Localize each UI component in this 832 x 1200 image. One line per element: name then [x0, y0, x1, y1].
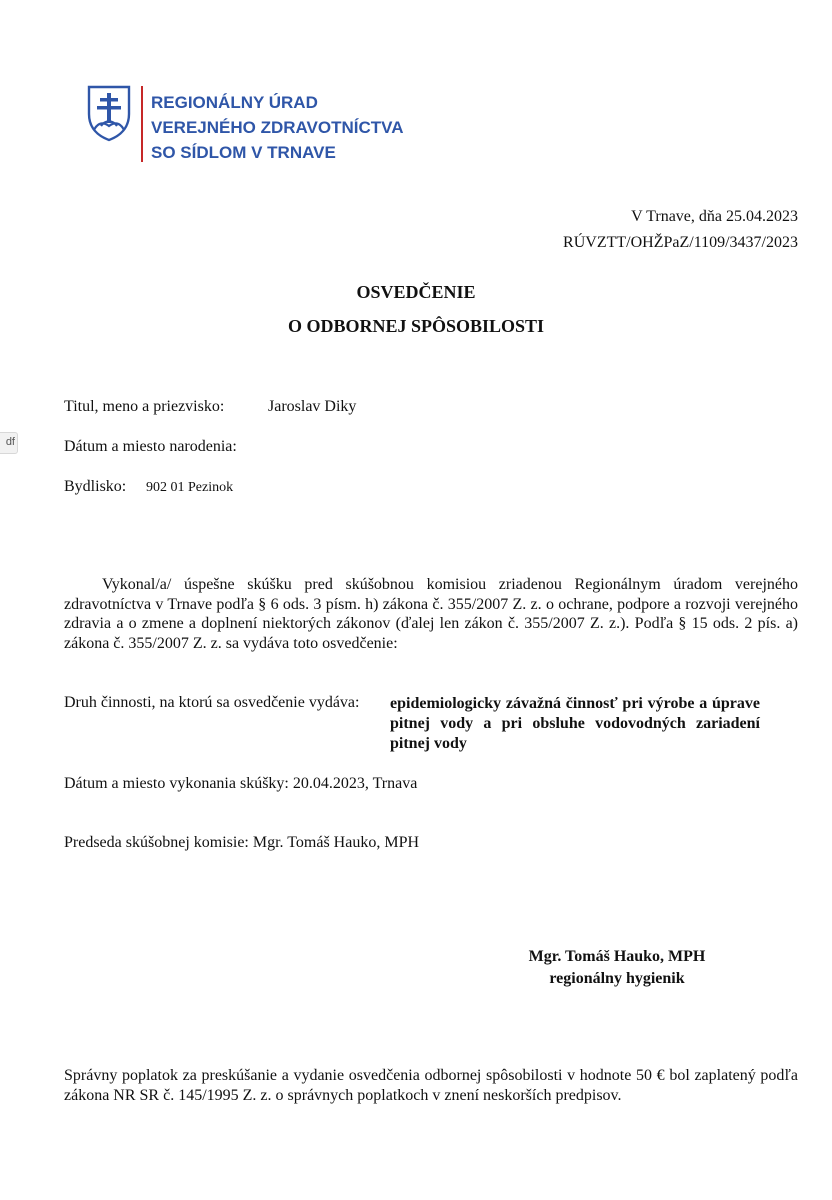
slovak-coat-of-arms-icon [86, 84, 132, 142]
address-label: Bydlisko: [64, 478, 127, 495]
commission-chair: Predseda skúšobnej komisie: Mgr. Tomáš Hauko, MPH [64, 834, 420, 851]
birth-label: Dátum a miesto narodenia: [64, 438, 237, 455]
name-value: Jaroslav Diky [268, 398, 357, 415]
activity-value: epidemiologicky závažná činnosť pri výrobe a úprave pitnej vody a pri obsluhe vodovodných zariadení pitnej vody [390, 695, 760, 752]
edge-tab: df [0, 432, 18, 454]
document-subtitle: O ODBORNEJ SPÔSOBILOSTI [287, 316, 545, 336]
header-divider [141, 86, 143, 162]
body-paragraph: Vykonal/a/ úspešne skúšku pred skúšobnou komisiou zriadenou Regionálnym úradom verejného zdravotníctva v Trnave podľa § 6 ods. 3 písm. h) zákona č. 355/2007 Z. z. o ochrane, podpore a rozvoji verejného zdravia a o zmene a doplnení niektorých zákonov (ďalej len zákon č. 355/2007 Z. z.). Podľa § 15 ods. 2 pís. a) zákona č. 355/2007 Z. z. sa vydáva toto osvedčenie: [64, 576, 798, 652]
address-value: 902 01 Pezinok [146, 480, 234, 495]
office-line-3: SO SÍDLOM V TRNAVE [151, 143, 336, 162]
exam-info: Dátum a miesto vykonania skúšky: 20.04.2023, Trnava [64, 775, 418, 792]
office-name [151, 90, 404, 165]
signature-block [500, 946, 734, 990]
signatory-name: Mgr. Tomáš Hauko, MPH [528, 948, 706, 965]
office-line-1: REGIONÁLNY ÚRAD [151, 93, 318, 112]
name-label: Titul, meno a priezvisko: [64, 398, 225, 415]
document-title: OSVEDČENIE [356, 282, 476, 302]
activity-label: Druh činnosti, na ktorú sa osvedčenie vydáva: [64, 694, 360, 711]
dateline [563, 204, 798, 256]
signatory-role: regionálny hygienik [549, 970, 685, 987]
reference-number: RÚVZTT/OHŽPaZ/1109/3437/2023 [563, 234, 798, 251]
fee-note: Správny poplatok za preskúšanie a vydanie osvedčenia odbornej spôsobilosti v hodnote 50 € bol zaplatený podľa zákona NR SR č. 145/1995 Z. z. o správnych poplatkoch v znení neskorších predpisov. [64, 1067, 798, 1104]
place-date: V Trnave, dňa 25.04.2023 [631, 208, 798, 225]
office-line-2: VEREJNÉHO ZDRAVOTNÍCTVA [151, 118, 404, 137]
